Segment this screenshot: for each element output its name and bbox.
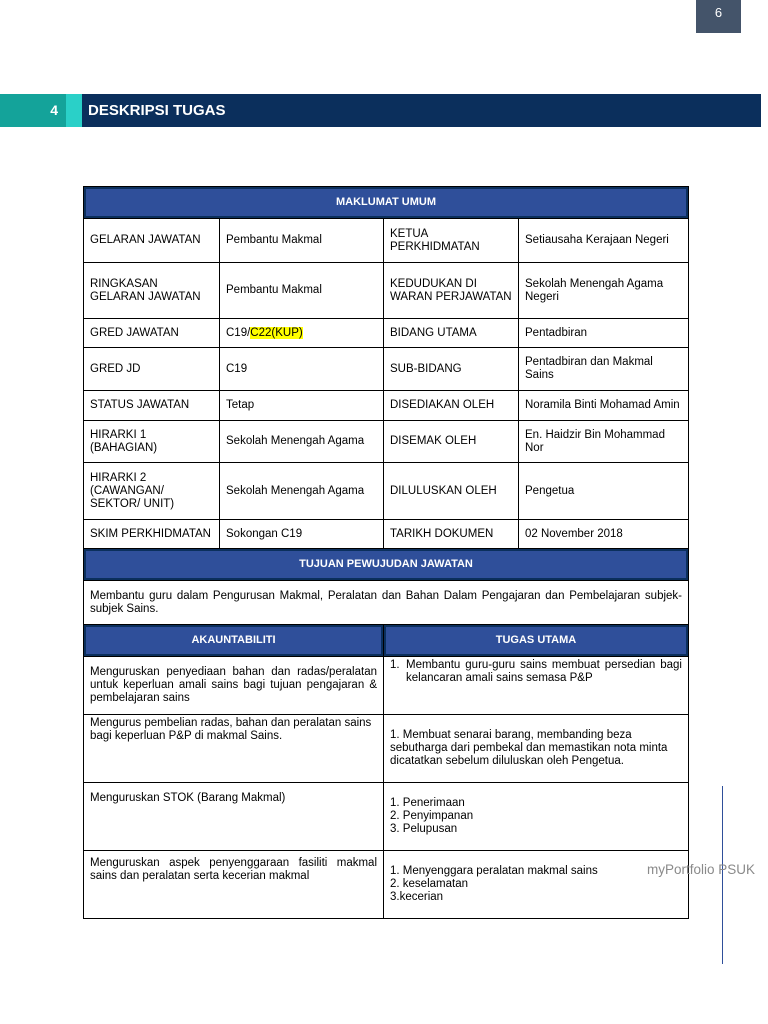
field-value: Tetap bbox=[220, 391, 384, 421]
section-number: 4 bbox=[0, 94, 66, 127]
list-item: 3. Pelupusan bbox=[390, 823, 458, 835]
field-label: TARIKH DOKUMEN bbox=[384, 520, 519, 549]
field-value: Pengetua bbox=[519, 463, 689, 520]
field-value: Noramila Binti Mohamad Amin bbox=[519, 391, 689, 421]
section-accent-bar bbox=[66, 94, 82, 127]
field-label: HIRARKI 1 (BAHAGIAN) bbox=[84, 421, 220, 463]
field-value bbox=[220, 319, 384, 348]
list-number: 1. bbox=[390, 659, 400, 671]
field-value: Pentadbiran bbox=[519, 319, 689, 348]
field-value: C19 bbox=[220, 348, 384, 391]
field-label: DISEDIAKAN OLEH bbox=[384, 391, 519, 421]
task-cell bbox=[384, 851, 689, 919]
purpose-header: TUJUAN PEWUJUDAN JAWATAN bbox=[84, 549, 689, 581]
page-number: 6 bbox=[696, 0, 741, 33]
field-label: BIDANG UTAMA bbox=[384, 319, 519, 348]
table-row bbox=[84, 463, 689, 520]
task-text: Membantu guru-guru sains membuat persedian bagi kelancaran amali sains semasa P&P bbox=[406, 659, 682, 684]
section-header bbox=[0, 94, 761, 127]
list-item: 2. keselamatan bbox=[390, 878, 468, 890]
field-value: Sekolah Menengah Agama bbox=[220, 421, 384, 463]
task-cell: 1. Membuat senarai barang, membanding beza sebutharga dari pembekal dan memastikan nota minta dicatatkan sebelum diluluskan oleh Pengetua. bbox=[384, 715, 689, 783]
list-item: 2. Penyimpanan bbox=[390, 810, 474, 822]
grade-highlight: C22(KUP) bbox=[250, 326, 303, 339]
table-row bbox=[84, 319, 689, 348]
field-label: DILULUSKAN OLEH bbox=[384, 463, 519, 520]
table-row bbox=[84, 421, 689, 463]
table-row bbox=[84, 348, 689, 391]
field-value: Pembantu Makmal bbox=[220, 219, 384, 263]
list-item: 3.kecerian bbox=[390, 891, 444, 903]
field-value: Sokongan C19 bbox=[220, 520, 384, 549]
accountability-cell: Menguruskan aspek penyenggaraan fasiliti makmal sains dan peralatan serta kecerian makmal bbox=[84, 851, 384, 919]
watermark-text: myPortfolio PSUK bbox=[647, 862, 756, 877]
general-info-header: MAKLUMAT UMUM bbox=[84, 187, 689, 219]
field-value: Sekolah Menengah Agama Negeri bbox=[519, 263, 689, 319]
table-row bbox=[84, 263, 689, 319]
section-title: DESKRIPSI TUGAS bbox=[82, 94, 761, 127]
table-row bbox=[84, 520, 689, 549]
grade-prefix: C19/ bbox=[226, 326, 251, 339]
accountability-header: AKAUNTABILITI bbox=[84, 625, 384, 657]
field-label: GRED JD bbox=[84, 348, 220, 391]
field-value: Setiausaha Kerajaan Negeri bbox=[519, 219, 689, 263]
table-row bbox=[84, 851, 689, 919]
table-row bbox=[84, 219, 689, 263]
list-item: 1. Menyenggara peralatan makmal sains bbox=[390, 865, 598, 877]
main-tasks-header: TUGAS UTAMA bbox=[384, 625, 689, 657]
accountability-cell: Menguruskan penyediaan bahan dan radas/peralatan untuk keperluan amali sains bagi tujuan pengajaran & pembelajaran sains bbox=[84, 657, 384, 715]
field-label: SUB-BIDANG bbox=[384, 348, 519, 391]
purpose-text: Membantu guru dalam Pengurusan Makmal, Peralatan dan Bahan Dalam Pengajaran dan Pembelajaran subjek-subjek Sains. bbox=[84, 581, 689, 625]
list-item: 1. Penerimaan bbox=[390, 797, 465, 809]
field-value: 02 November 2018 bbox=[519, 520, 689, 549]
field-value: Pentadbiran dan Makmal Sains bbox=[519, 348, 689, 391]
table-row bbox=[84, 391, 689, 421]
field-label: RINGKASAN GELARAN JAWATAN bbox=[84, 263, 220, 319]
table-row bbox=[84, 657, 689, 715]
field-label: DISEMAK OLEH bbox=[384, 421, 519, 463]
accountability-cell: Menguruskan STOK (Barang Makmal) bbox=[84, 783, 384, 851]
field-value: Sekolah Menengah Agama bbox=[220, 463, 384, 520]
field-label: KEDUDUKAN DI WARAN PERJAWATAN bbox=[384, 263, 519, 319]
field-label: HIRARKI 2 (CAWANGAN/ SEKTOR/ UNIT) bbox=[84, 463, 220, 520]
task-cell bbox=[384, 657, 689, 715]
field-label: SKIM PERKHIDMATAN bbox=[84, 520, 220, 549]
field-label: GELARAN JAWATAN bbox=[84, 219, 220, 263]
job-description-table bbox=[83, 186, 689, 919]
list-item bbox=[390, 659, 682, 685]
accountability-cell: Mengurus pembelian radas, bahan dan peralatan sains bagi keperluan P&P di makmal Sains. bbox=[84, 715, 384, 783]
field-label: KETUA PERKHIDMATAN bbox=[384, 219, 519, 263]
field-label: GRED JAWATAN bbox=[84, 319, 220, 348]
field-value: Pembantu Makmal bbox=[220, 263, 384, 319]
field-value: En. Haidzir Bin Mohammad Nor bbox=[519, 421, 689, 463]
field-label: STATUS JAWATAN bbox=[84, 391, 220, 421]
task-cell bbox=[384, 783, 689, 851]
table-row bbox=[84, 715, 689, 783]
table-row bbox=[84, 783, 689, 851]
